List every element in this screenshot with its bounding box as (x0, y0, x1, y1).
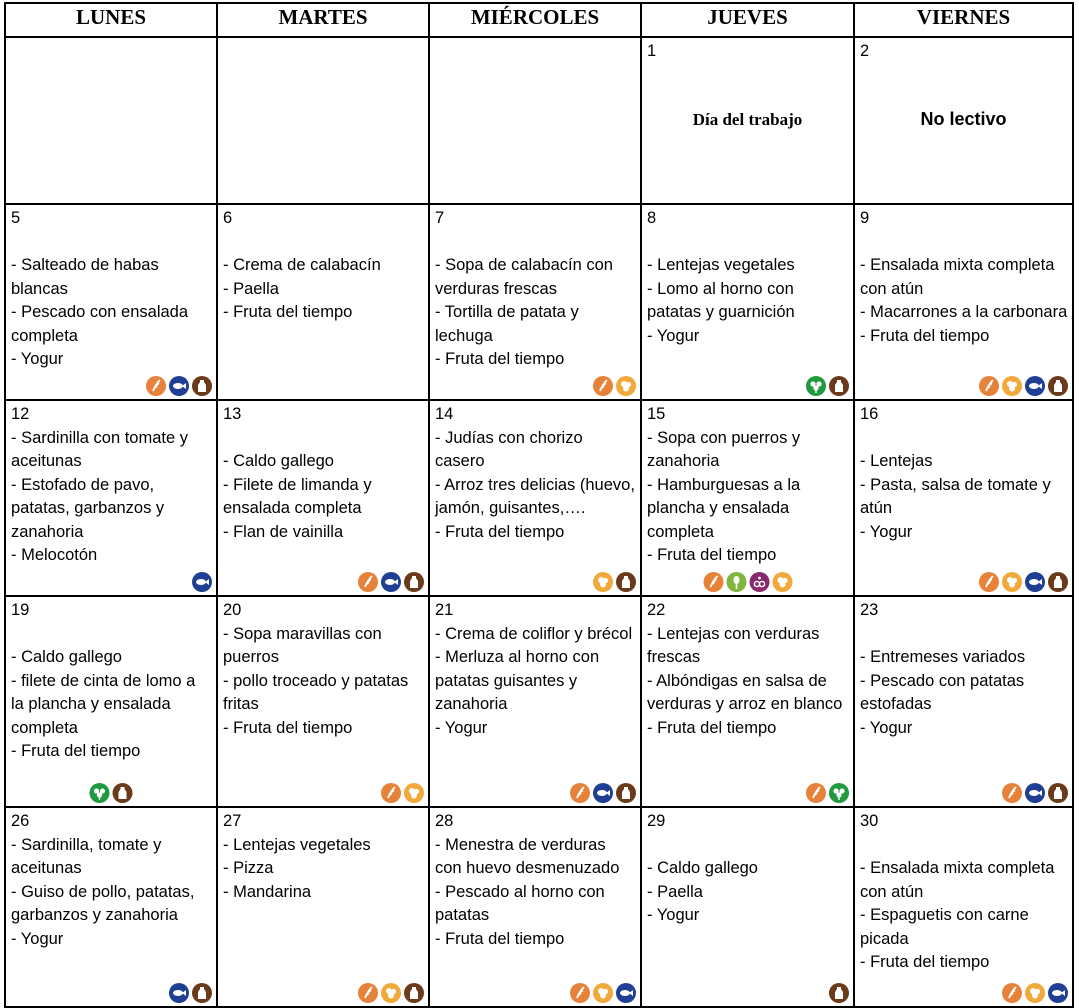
week-row (5, 596, 1073, 807)
day-cell-content (855, 597, 1072, 806)
celery-icon (829, 783, 849, 803)
allergen-icons (146, 376, 212, 396)
egg-icon (381, 983, 401, 1003)
day-cell (641, 596, 854, 807)
day-number: 14 (435, 405, 454, 423)
allergen-icons (593, 376, 636, 396)
day-number: 13 (223, 405, 242, 423)
dish-item: - Flan de vainilla (223, 522, 344, 541)
day-cell-content (6, 808, 216, 1006)
dish-item: - Pizza (223, 859, 274, 877)
milk-icon (829, 983, 849, 1003)
dish-list (223, 834, 424, 905)
fish-icon (1048, 983, 1068, 1003)
day-number: 7 (435, 209, 445, 227)
dish-item: - Caldo gallego (647, 859, 758, 877)
dish-list (11, 254, 212, 372)
gluten-icon (358, 572, 378, 592)
gluten-icon (381, 783, 401, 803)
allergen-icons (1002, 783, 1068, 803)
dish-item: - Merluza al horno con patatas guisantes y zanahoria (435, 648, 600, 713)
day-number: 2 (860, 42, 870, 60)
dish-list (860, 254, 1068, 348)
day-number: 9 (860, 209, 870, 227)
day-cell-content (430, 38, 640, 203)
dish-item: - Yogur (11, 929, 64, 948)
dish-item: - Sopa maravillas con puerros (223, 624, 382, 666)
dish-item: - Sardinilla, tomate y aceitunas (11, 835, 162, 877)
dish-list (647, 427, 849, 568)
day-cell-content (430, 401, 640, 595)
milk-icon (829, 376, 849, 396)
fish-icon (1025, 572, 1045, 592)
egg-icon (1002, 376, 1022, 396)
allergen-icons (192, 572, 212, 592)
dish-item: - Pescado con ensalada completa (11, 303, 189, 345)
dish-item: - Fruta del tiempo (11, 742, 141, 760)
day-cell (5, 204, 217, 400)
gluten-icon (358, 983, 378, 1003)
week-row (5, 807, 1073, 1007)
egg-icon (593, 983, 613, 1003)
allergen-icons (829, 983, 849, 1003)
header-jueves: JUEVES (641, 3, 854, 37)
dish-list (647, 254, 849, 348)
dish-item: - Lentejas vegetales (223, 835, 371, 854)
day-number: 26 (11, 812, 30, 830)
dish-item: - Espaguetis con carne picada (860, 906, 1029, 948)
day-number (11, 40, 212, 64)
day-number: 15 (647, 405, 666, 423)
day-cell-content (642, 597, 853, 806)
day-cell (854, 37, 1073, 204)
day-number: 1 (647, 42, 657, 60)
egg-icon (772, 572, 792, 592)
allergen-icons (169, 983, 212, 1003)
day-cell-content (855, 401, 1072, 595)
dish-item: - filete de cinta de lomo a la plancha y ensalada completa (11, 671, 196, 737)
day-cell (641, 807, 854, 1007)
milk-icon (192, 376, 212, 396)
fish-icon (169, 983, 189, 1003)
dish-item: - Fruta del tiempo (435, 350, 565, 368)
milk-icon (192, 983, 212, 1003)
gluten-icon (979, 572, 999, 592)
dish-item: - Entremeses variados (860, 648, 1026, 666)
dish-item: - Yogur (647, 326, 700, 345)
allergen-icons (806, 376, 849, 396)
dish-item: - Hamburguesas a la plancha y ensalada completa (647, 475, 801, 541)
egg-icon (1025, 983, 1045, 1003)
celery-icon (90, 783, 110, 803)
day-cell-content (218, 597, 428, 806)
day-cell-content (642, 808, 853, 1006)
day-number: 29 (647, 812, 666, 830)
dish-item: - Yogur (11, 350, 64, 368)
day-number: 21 (435, 601, 454, 619)
day-cell (429, 400, 641, 596)
fish-icon (381, 572, 401, 592)
day-number (435, 40, 636, 64)
gluten-icon (593, 376, 613, 396)
dish-item: - Sopa con puerros y zanahoria (647, 428, 801, 470)
dish-list (223, 254, 424, 325)
day-cell (854, 400, 1073, 596)
milk-icon (616, 783, 636, 803)
day-cell-content (6, 597, 216, 806)
allergen-icons (90, 783, 133, 803)
dish-item: - Sardinilla con tomate y aceitunas (11, 428, 188, 470)
egg-icon (1002, 572, 1022, 592)
dish-item: - Albóndigas en salsa de verduras y arroz en blanco (647, 671, 843, 713)
dish-item: - Fruta del tiempo (860, 953, 990, 971)
allergen-icons (1002, 983, 1068, 1003)
day-number: 27 (223, 812, 242, 830)
day-number (223, 40, 424, 64)
dish-item: - Salteado de habas blancas (11, 256, 159, 298)
dish-list (647, 623, 849, 741)
day-cell (217, 204, 429, 400)
day-cell-content (855, 205, 1072, 399)
day-cell-content (218, 38, 428, 203)
fish-icon (616, 983, 636, 1003)
dish-list (860, 646, 1068, 740)
egg-icon (616, 376, 636, 396)
allergen-icons (358, 572, 424, 592)
egg-icon (593, 572, 613, 592)
dish-list (223, 623, 424, 741)
milk-icon (404, 572, 424, 592)
dish-item: - Fruta del tiempo (435, 929, 565, 948)
day-cell (429, 596, 641, 807)
gluten-icon (146, 376, 166, 396)
day-cell-content (855, 808, 1072, 1006)
day-cell (641, 400, 854, 596)
day-cell (429, 37, 641, 204)
gluten-icon (570, 783, 590, 803)
day-cell-content (642, 401, 853, 595)
header-lunes: LUNES (5, 3, 217, 37)
day-cell (5, 37, 217, 204)
allergen-icons (703, 572, 792, 592)
header-viernes: VIERNES (854, 3, 1073, 37)
day-cell-content (6, 205, 216, 399)
milk-icon (1048, 783, 1068, 803)
day-number: 23 (860, 601, 879, 619)
dish-list (435, 623, 636, 741)
dish-list (435, 834, 636, 952)
dish-item: - Melocotón (11, 546, 98, 564)
header-miercoles: MIÉRCOLES (429, 3, 641, 37)
day-cell (854, 807, 1073, 1007)
dish-item: - Fruta del tiempo (860, 326, 990, 345)
dish-item: - Crema de coliflor y brécol (435, 624, 633, 643)
dish-item: - pollo troceado y patatas fritas (223, 671, 409, 713)
dish-item: - Fruta del tiempo (223, 718, 353, 737)
dish-item: - Yogur (860, 522, 913, 541)
day-cell-content (642, 38, 853, 203)
dish-item: - Fruta del tiempo (647, 546, 777, 564)
dish-item: - Lomo al horno con patatas y guarnición (647, 279, 795, 321)
day-number: 6 (223, 209, 233, 227)
fish-icon (1025, 376, 1045, 396)
holiday-note: No lectivo (920, 109, 1007, 129)
dish-item: - Pasta, salsa de tomate y atún (860, 475, 1051, 517)
dish-item: - Pescado al horno con patatas (435, 882, 605, 924)
day-cell (641, 204, 854, 400)
milk-icon (1048, 572, 1068, 592)
allergen-icons (979, 376, 1068, 396)
dish-item: - Menestra de verduras con huevo desmenuzado (435, 835, 620, 877)
allergen-icons (381, 783, 424, 803)
dish-item: - Macarrones a la carbonara (860, 303, 1068, 321)
fish-icon (169, 376, 189, 396)
day-cell-content (218, 205, 428, 399)
day-cell-content (218, 401, 428, 595)
menu-calendar-table (4, 2, 1074, 1008)
dish-item: - Caldo gallego (223, 452, 334, 470)
week-row (5, 204, 1073, 400)
allergen-icons (593, 572, 636, 592)
day-cell-content (218, 808, 428, 1006)
dish-list (435, 427, 636, 545)
gluten-icon (1002, 783, 1022, 803)
day-cell-content (855, 38, 1072, 203)
gluten-icon (806, 783, 826, 803)
dish-list (435, 254, 636, 372)
milk-icon (616, 572, 636, 592)
allergen-icons (570, 983, 636, 1003)
dish-item: - Yogur (860, 718, 913, 737)
dish-item: - Ensalada mixta completa con atún (860, 859, 1055, 901)
dish-list (647, 857, 849, 928)
dish-item: - Mandarina (223, 882, 312, 901)
allergen-icons (358, 983, 424, 1003)
dish-item: - Estofado de pavo, patatas, garbanzos y zanahoria (11, 475, 165, 541)
day-cell (429, 807, 641, 1007)
dish-list (11, 834, 212, 952)
day-cell (5, 596, 217, 807)
dish-list (860, 450, 1068, 544)
gluten-icon (570, 983, 590, 1003)
day-cell (5, 400, 217, 596)
fish-icon (192, 572, 212, 592)
dish-item: - Caldo gallego (11, 648, 122, 666)
dish-item: - Fruta del tiempo (647, 718, 777, 737)
dish-item: - Crema de calabacín (223, 256, 381, 274)
dish-item: - Lentejas vegetales (647, 256, 795, 274)
gluten-icon (979, 376, 999, 396)
dish-item: - Yogur (647, 906, 700, 924)
dish-item: - Arroz tres delicias (huevo, jamón, guisantes,…. (435, 475, 635, 517)
day-number: 12 (11, 405, 30, 423)
weeks-body (5, 37, 1073, 1007)
day-cell (429, 204, 641, 400)
day-number: 16 (860, 405, 879, 423)
day-cell (217, 807, 429, 1007)
dish-item: - Paella (223, 279, 279, 298)
allergen-icons (806, 783, 849, 803)
allergen-icons (979, 572, 1068, 592)
day-cell-content (642, 205, 853, 399)
dish-item: - Fruta del tiempo (223, 303, 353, 321)
day-cell-content (430, 205, 640, 399)
day-cell-content (6, 38, 216, 203)
day-cell-content (430, 808, 640, 1006)
sulphites-icon (749, 572, 769, 592)
day-cell (5, 807, 217, 1007)
gluten-icon (1002, 983, 1022, 1003)
holiday-note: Día del trabajo (692, 110, 803, 129)
dish-item: - Lentejas (860, 452, 933, 470)
day-number: 30 (860, 812, 879, 830)
day-cell (641, 37, 854, 204)
day-cell-content (6, 401, 216, 595)
milk-icon (1048, 376, 1068, 396)
dish-list (860, 857, 1068, 975)
dish-item: - Guiso de pollo, patatas, garbanzos y zanahoria (11, 882, 195, 924)
dish-item: - Tortilla de patata y lechuga (435, 303, 579, 345)
dish-item: - Yogur (435, 718, 488, 737)
day-cell (854, 204, 1073, 400)
day-cell (217, 596, 429, 807)
dish-item: - Ensalada mixta completa con atún (860, 256, 1055, 298)
day-number: 19 (11, 601, 30, 619)
milk-icon (113, 783, 133, 803)
celery-icon (806, 376, 826, 396)
day-cell-content (430, 597, 640, 806)
dish-item: - Paella (647, 882, 703, 901)
day-number: 22 (647, 601, 666, 619)
week-row (5, 400, 1073, 596)
dish-item: - Fruta del tiempo (435, 522, 565, 541)
allergen-icons (570, 783, 636, 803)
dish-list (223, 450, 424, 544)
dish-list (11, 646, 212, 764)
fish-icon (1025, 783, 1045, 803)
day-cell (217, 37, 429, 204)
egg-icon (404, 783, 424, 803)
day-number: 5 (11, 209, 21, 227)
dish-item: - Pescado con patatas estofadas (860, 671, 1025, 713)
day-cell (854, 596, 1073, 807)
gluten-icon (703, 572, 723, 592)
dish-item: - Sopa de calabacín con verduras frescas (435, 256, 613, 298)
header-martes: MARTES (217, 3, 429, 37)
dish-item: - Judías con chorizo casero (435, 428, 583, 470)
fish-icon (593, 783, 613, 803)
header-row (5, 3, 1073, 37)
day-number: 20 (223, 601, 242, 619)
day-cell (217, 400, 429, 596)
day-number: 8 (647, 209, 657, 227)
week-row (5, 37, 1073, 204)
dish-item: - Filete de limanda y ensalada completa (223, 475, 372, 517)
mustard-icon (726, 572, 746, 592)
milk-icon (404, 983, 424, 1003)
day-number: 28 (435, 812, 454, 830)
dish-list (11, 427, 212, 568)
dish-item: - Lentejas con verduras frescas (647, 624, 820, 666)
